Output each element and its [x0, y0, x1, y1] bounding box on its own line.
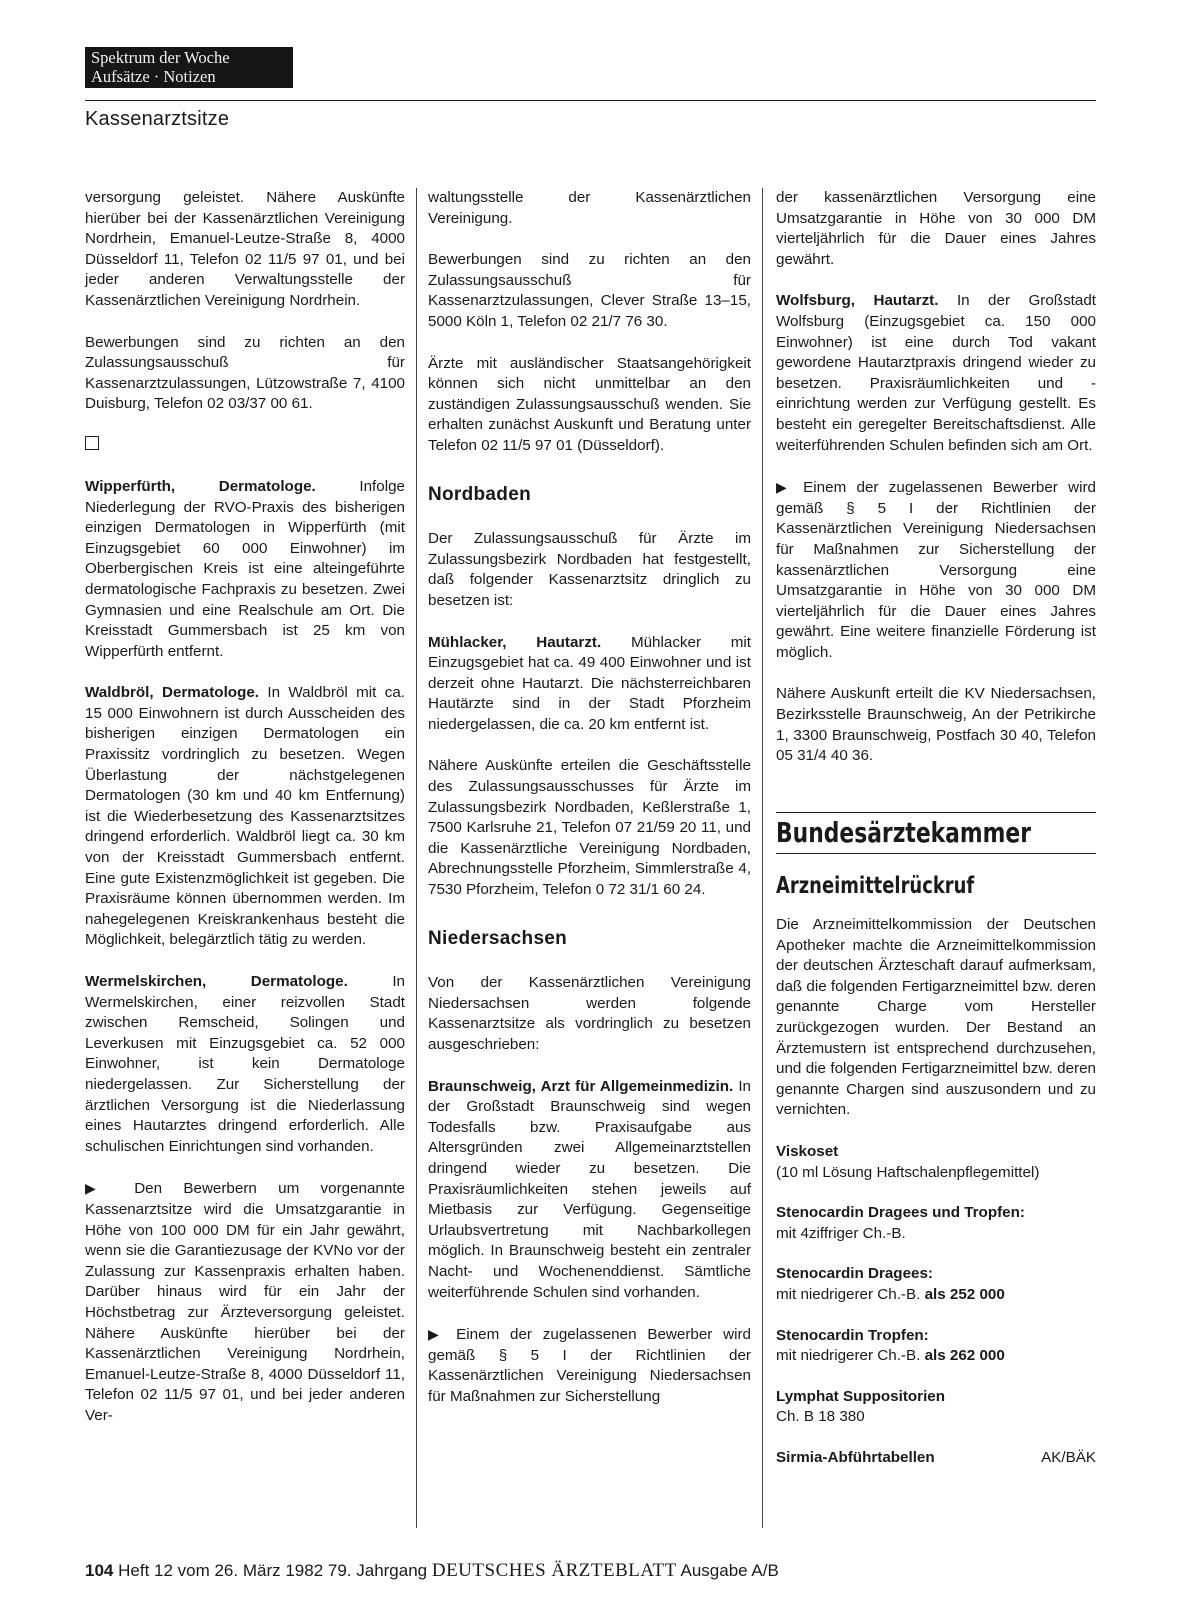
paragraph: waltungsstelle der Kassenärztlichen Vereinigung. [428, 189, 751, 227]
section-rule [776, 812, 1096, 813]
recall-item [776, 1387, 1096, 1428]
entry-text: In der Großstadt Braunschweig sind wegen Todesfalls bzw. Praxisaufgabe aus Altersgründen zwei Allgemeinarztstellen dringend wieder zu besetzen. Die Praxisräumlichkeiten stehen jeweils auf Mietbasis zur Verfügung. Gegenseitige Urlaubsvertretung mit Nachbarkollegen möglich. In Braunschweig besteht ein zentraler Nacht- und Wochenenddienst. Sämtliche weiterführende Schulen sind vorhanden. [428, 1077, 751, 1301]
heading-niedersachsen: Niedersachsen [428, 927, 568, 949]
heading-arzneimittelrueckruf: Arzneimittelrückruf [776, 873, 975, 900]
page-footer [85, 1560, 779, 1582]
recall-item-detail: (10 ml Lösung Haftschalenpflegemittel) [776, 1163, 1040, 1181]
page-number: 104 [85, 1561, 114, 1580]
recall-item-name: Stenocardin Dragees und Tropfen: [776, 1204, 1025, 1222]
paragraph: Nähere Auskünfte erteilen die Geschäftsstelle des Zulassungsausschusses für Ärzte im Zulassungsbezirk Nordbaden, Keßlerstraße 1, 7500 Karlsruhe 21, Telefon 07 21/59 20 11, und die Kassenärztliche Vereinigung Nordbaden, Abrechnungsstelle Pforzheim, Simmlerstraße 4, 7530 Pforzheim, Telefon 0 72 31/1 60 24. [428, 757, 751, 899]
entry-text: In Waldbröl mit ca. 15 000 Einwohnern ist durch Ausscheiden des bisherigen einzigen Dermatologen ein Praxissitz vordringlich zu besetzen. Wegen Überlastung der nächstgelegenen Dermatologen (30 km und 40 km Entfernung) ist die Wiederbesetzung des Kassenarztsitzes dringend erforderlich. Waldbröl liegt ca. 30 km von der Kreisstadt Gummersbach entfernt. Eine gute Existenzmöglichkeit ist gegeben. Die Praxisräume können übernommen werden. Im nahegelegenen Kreiskrankenhaus besteht die Möglichkeit, belegärztlich tätig zu werden. [85, 684, 405, 949]
entry-lead: Waldbröl, Dermatologe. [85, 684, 260, 702]
entry-text: In der Großstadt Wolfsburg (Einzugsgebiet ca. 150 000 Einwohner) ist eine durch Tod vakant gewordene Hautarztpraxis dringend wieder zu besetzen. Praxisräumlichkeiten und -einrichtung werden zur Verfügung gestellt. Es besteht ein geregelter Bereitschaftsdienst. Alle weiterführenden Schulen befinden sich am Ort. [776, 292, 1096, 454]
paragraph [85, 477, 405, 662]
entry-lead: Wermelskirchen, Dermatologe. [85, 973, 348, 990]
masthead [85, 47, 293, 88]
section-title: Kassenarztsitze [85, 108, 230, 130]
column-divider-2 [762, 188, 763, 1528]
paragraph [428, 1077, 751, 1304]
entry-lead: Braunschweig, Arzt für Allgemeinmedizin. [428, 1077, 734, 1095]
recall-item-detail: mit 4ziffriger Ch.-B. [776, 1224, 906, 1242]
paragraph [428, 633, 751, 736]
recall-item-name: Stenocardin Tropfen: [776, 1326, 929, 1344]
recall-item [776, 1326, 1096, 1367]
paragraph [85, 683, 405, 951]
issue-info: Heft 12 vom 26. März 1982 79. Jahrgang [118, 1561, 428, 1580]
triangle-bullet-icon: ▶ [776, 479, 793, 496]
column-3 [776, 188, 1096, 1469]
journal-name: DEUTSCHES ÄRZTEBLATT [431, 1560, 677, 1581]
entry-lead: Wipperfürth, Dermatologe. [85, 477, 316, 495]
recall-item-name: Viskoset [776, 1142, 839, 1160]
paragraph: Die Arzneimittelkommission der Deutschen Apotheker machte die Arzneimittelkommission der deutschen Ärzteschaft darauf aufmerksam, daß die folgenden Fertigarzneimittel bzw. deren genannte Charge vom Hersteller zurückgezogen wurden. Der Bestand an Ärztemustern ist entsprechend durchzusehen, und die folgenden Fertigarzneimittel bzw. deren genannte Chargen sind auszusondern und zu vernichten. [776, 916, 1096, 1119]
recall-item-name: Sirmia-Abführtabellen [776, 1448, 935, 1466]
recall-item-detail-bold: als 252 000 [924, 1285, 1005, 1303]
recall-item-last [776, 1448, 1096, 1469]
heading-bundesaerztekammer: Bundesärztekammer [776, 815, 1032, 849]
paragraph: der kassenärztlichen Versorgung eine Umsatzgarantie in Höhe von 30 000 DM vierteljährlich für die Dauer eines Jahres gewährt. [776, 189, 1096, 268]
triangle-bullet-icon: ▶ [85, 1180, 113, 1197]
paragraph: versorgung geleistet. Nähere Auskünfte hierüber bei der Kassenärztlichen Vereinigung Nordrhein, Emanuel-Leutze-Straße 8, 4000 Düsseldorf 11, Telefon 02 11/5 97 01, und bei jeder anderen Verwaltungsstelle der Kassenärztlichen Vereinigung Nordrhein. [85, 189, 405, 309]
paragraph: Ärzte mit ausländischer Staatsangehörigkeit können sich nicht unmittelbar an den zuständigen Zulassungsausschuß wenden. Sie erhalten zunächst Auskunft und Beratung unter Telefon 02 11/5 97 01 (Düsseldorf). [428, 354, 751, 454]
recall-item-detail [776, 1285, 1096, 1306]
recall-item-name: Stenocardin Dragees: [776, 1265, 933, 1283]
paragraph [776, 291, 1096, 456]
paragraph [428, 1324, 751, 1407]
paragraph: Bewerbungen sind zu richten an den Zulassungsausschuß für Kassenarztzulassungen, Lützowstraße 7, 4100 Duisburg, Telefon 02 03/37 00 61. [85, 333, 405, 413]
section-rule [776, 853, 1096, 854]
column-1 [85, 188, 405, 1447]
entry-lead: Mühlacker, Hautarzt. [428, 633, 602, 651]
recall-item [776, 1203, 1096, 1244]
source-abbreviation: AK/BÄK [1041, 1448, 1096, 1466]
header-rule [85, 100, 1096, 101]
paragraph: Nähere Auskunft erteilt die KV Niedersachsen, Bezirksstelle Braunschweig, An der Petrikirche 1, 3300 Braunschweig, Postfach 30 40, Telefon 05 31/4 40 36. [776, 685, 1096, 765]
entry-lead: Wolfsburg, Hautarzt. [776, 292, 939, 310]
paragraph: Von der Kassenärztlichen Vereinigung Niedersachsen werden folgende Kassenarztsitze als vordringlich zu besetzen ausgeschrieben: [428, 974, 751, 1053]
recall-item [776, 1264, 1096, 1305]
entry-text: Mühlacker mit Einzugsgebiet hat ca. 49 400 Einwohner und ist derzeit ohne Hautarzt. Die nächsterreichbaren Hautärzte sind in der Stadt Pforzheim niedergelassen, die ca. 20 km entfernt ist. [428, 633, 751, 733]
entry-text: In Wermelskirchen, einer reizvollen Stadt zwischen Remscheid, Solingen und Leverkusen mit Einzugsgebiet ca. 52 000 Einwohner, ist kein Dermatologe niedergelassen. Zur Sicherstellung der ärztlichen Versorgung ist die Niederlassung eines Hautarztes dringend erforderlich. Alle schulischen Einrichtungen sind vorhanden. [85, 973, 405, 1155]
column-divider-1 [416, 188, 417, 1528]
paragraph [85, 1178, 405, 1426]
recall-item-detail: Ch. B 18 380 [776, 1408, 865, 1426]
paragraph: Der Zulassungsausschuß für Ärzte im Zulassungsbezirk Nordbaden hat festgestellt, daß folgender Kassenarztsitz dringlich zu besetzen ist: [428, 530, 751, 609]
masthead-line-1: Spektrum der Woche [91, 48, 230, 67]
paragraph [776, 477, 1096, 663]
entry-text: Einem der zugelassenen Bewerber wird gemäß § 5 I der Richtlinien der Kassenärztlichen Vereinigung Niedersachsen für Maßnahmen zur Sicherstellung der kassenärztlichen Versorgung eine Umsatzgarantie in Höhe von 30 000 DM vierteljährlich für die Dauer eines Jahres gewährt. Eine weitere finanzielle Förderung ist möglich. [776, 479, 1096, 661]
entry-text: Infolge Niederlegung der RVO-Praxis des bisherigen einzigen Dermatologen in Wipperfürth (mit Einzugsgebiet 60 000 Einwohner) im Oberbergischen Kreis ist eine alteingeführte dermatologische Fachpraxis zu besetzen. Zwei Gymnasien und eine Realschule am Ort. Die Kreisstadt Gummersbach ist 25 km von Wipperfürth entfernt. [85, 477, 405, 660]
column-2 [428, 188, 751, 1429]
section-end-square-icon [85, 436, 99, 450]
entry-text: Den Bewerbern um vorgenannte Kassenarztsitze wird die Umsatzgarantie in Höhe von 100 000 DM für ein Jahr gewährt, wenn sie die Garantiezusage der KVNo vor der Zulassung zur Kassenpraxis erhalten haben. Darüber hinaus wird für ein Jahr der Höchstbetrag zur Ärzteversorgung geleistet. Nähere Auskünfte hierüber bei der Kassenärztlichen Vereinigung Nordrhein, Emanuel-Leutze-Straße 8, 4000 Düsseldorf 11, Telefon 02 11/5 97 01, und bei jeder anderen Ver- [85, 1180, 405, 1424]
recall-item-detail-bold: als 262 000 [924, 1347, 1005, 1365]
recall-item-detail [776, 1346, 1096, 1367]
masthead-line-2: Aufsätze · Notizen [91, 67, 216, 86]
triangle-bullet-icon: ▶ [428, 1326, 446, 1343]
recall-item-detail-text: mit niedrigerer Ch.-B. [776, 1285, 921, 1303]
paragraph [85, 972, 405, 1157]
recall-item-detail-text: mit niedrigerer Ch.-B. [776, 1347, 921, 1365]
recall-item [776, 1142, 1096, 1183]
recall-item-name: Lymphat Suppositorien [776, 1387, 946, 1405]
edition-info: Ausgabe A/B [680, 1561, 779, 1580]
paragraph: Bewerbungen sind zu richten an den Zulassungsausschuß für Kassenarztzulassungen, Clever Straße 13–15, 5000 Köln 1, Telefon 02 21/7 76 30. [428, 251, 751, 330]
entry-text: Einem der zugelassenen Bewerber wird gemäß § 5 I der Richtlinien der Kassenärztlichen Vereinigung Niedersachsen für Maßnahmen zur Sicherstellung [428, 1326, 751, 1405]
heading-nordbaden: Nordbaden [428, 483, 531, 505]
